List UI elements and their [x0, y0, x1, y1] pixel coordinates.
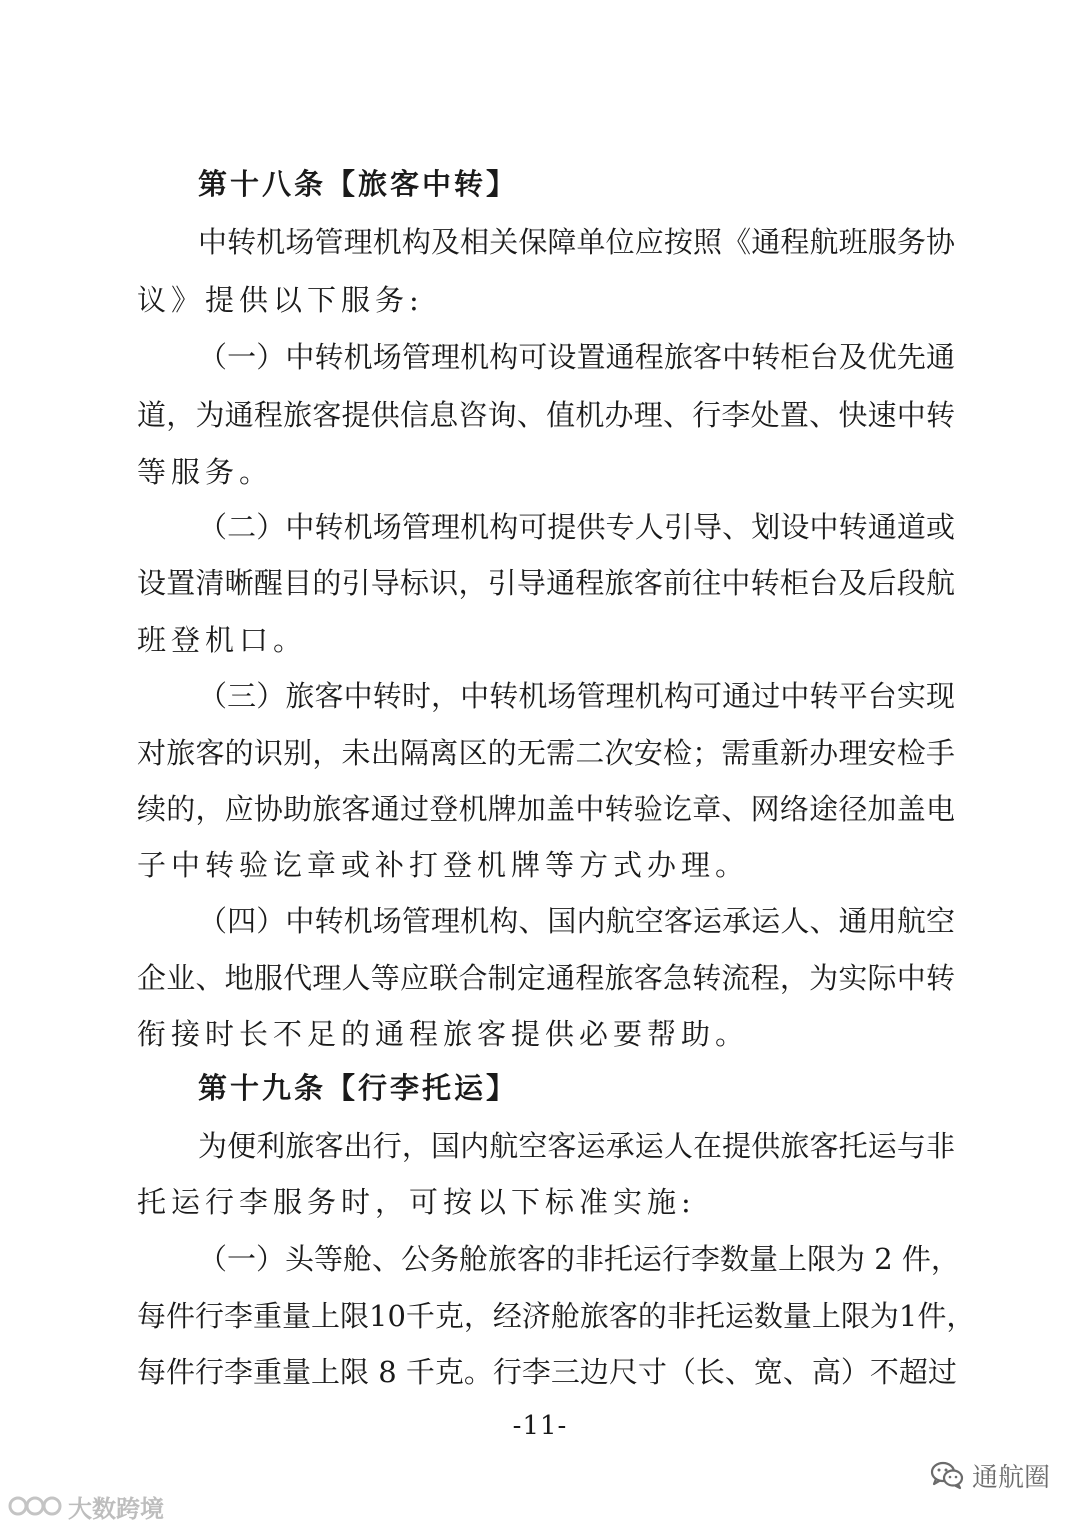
- article-18-item-4-line-3: 衔接时长不足的通程旅客提供必要帮助。: [137, 1017, 750, 1051]
- article-18-intro-line-2: 议》提供以下服务:: [137, 283, 424, 317]
- article-18-item-3-line-4: 子中转验讫章或补打登机牌等方式办理。: [137, 848, 750, 882]
- article-18-item-1-line-3: 等服务。: [137, 455, 274, 489]
- article-18-item-3-line-1: （三）旅客中转时，中转机场管理机构可通过中转平台实现: [198, 679, 955, 713]
- article-18-intro-line-1: 中转机场管理机构及相关保障单位应按照《通程航班服务协: [198, 225, 955, 259]
- source-watermark-text: 大数跨境: [68, 1494, 164, 1523]
- source-watermark: [8, 1489, 164, 1523]
- wechat-icon: [930, 1460, 964, 1490]
- article-19-intro-line-1: 为便利旅客出行，国内航空客运承运人在提供旅客托运与非: [198, 1129, 955, 1163]
- wechat-account-watermark: [930, 1457, 1050, 1493]
- article-18-item-1-line-1: （一）中转机场管理机构可设置通程旅客中转柜台及优先通: [198, 340, 955, 374]
- article-18-item-3-line-3: 续的，应协助旅客通过登机牌加盖中转验讫章、网络途径加盖电: [137, 792, 955, 826]
- wechat-account-name: 通航圈: [971, 1462, 1050, 1493]
- article-19-heading: 第十九条【行李托运】: [198, 1071, 519, 1105]
- article-19-item-1-line-1: （一）头等舱、公务舱旅客的非托运行李数量上限为 2 件，: [198, 1242, 960, 1276]
- article-18-item-2-line-3: 班登机口。: [137, 623, 308, 657]
- article-18-item-2-line-1: （二）中转机场管理机构可提供专人引导、划设中转通道或: [198, 510, 955, 544]
- page-number: -11-: [512, 1411, 568, 1441]
- article-18-item-3-line-2: 对旅客的识别，未出隔离区的无需二次安检；需重新办理安检手: [137, 736, 955, 770]
- article-18-item-4-line-1: （四）中转机场管理机构、国内航空客运承运人、通用航空: [198, 904, 955, 938]
- watermark-logo-icon: [8, 1492, 62, 1520]
- article-19-intro-line-2: 托运行李服务时，可按以下标准实施:: [137, 1185, 696, 1219]
- article-18-item-4-line-2: 企业、地服代理人等应联合制定通程旅客急转流程，为实际中转: [137, 961, 955, 995]
- article-18-item-1-line-2: 道，为通程旅客提供信息咨询、值机办理、行李处置、快速中转: [137, 398, 955, 432]
- article-18-heading: 第十八条【旅客中转】: [198, 167, 519, 201]
- article-18-item-2-line-2: 设置清晰醒目的引导标识，引导通程旅客前往中转柜台及后段航: [137, 566, 955, 600]
- article-19-item-1-line-3: 每件行李重量上限 8 千克。行李三边尺寸（长、宽、高）不超过: [137, 1355, 957, 1389]
- article-19-item-1-line-2: 每件行李重量上限10千克，经济舱旅客的非托运数量上限为1件，: [137, 1299, 976, 1333]
